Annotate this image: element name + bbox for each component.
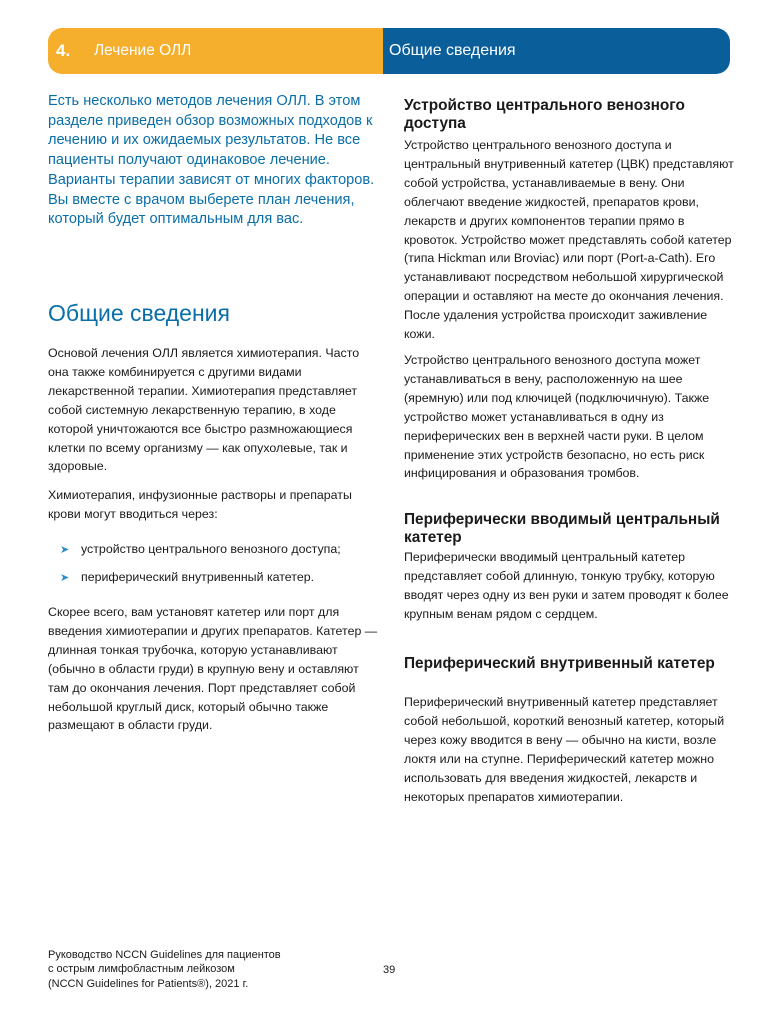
paragraph-catheter-port: Скорее всего, вам установят катетер или порт для введения химиотерапии и других препаратов. Катетер — длинная тонкая трубочка, которую устанавливают (обычно в области груди) в крупную вену и оставляют там до окончания лечения. Порт представляет собой небольшой круглый диск, который обычно также размещают в области груди. [48,605,378,733]
paragraph-delivery: Химиотерапия, инфузионные растворы и препараты крови могут вводиться через: [48,488,352,521]
heading-peripheral-iv: Периферический внутривенный катетер [404,655,715,672]
paragraph-cvad-2: Устройство центрального венозного доступа может устанавливаться в вену, расположенную на шее (яремную) или под ключицей (подключичную). Также устройство может устанавливаться в одну из периферических вен в верхней части руки. В целом применение этих устройств безопасно, но есть риск инфицирования и образования тромбов. [404,353,710,481]
chapter-label [48,28,383,74]
paragraph-picc: Периферически вводимый центральный катетер представляет собой длинную, тонкую трубку, которую вводят через одну из вен руки и затем проводят к более крупным венам рядом с сердцем. [404,550,729,621]
section-heading: Общие сведения [48,300,230,326]
chapter-title: Лечение ОЛЛ [94,42,192,59]
chapter-number: 4. [56,41,71,60]
list-item [60,542,341,556]
bullet-text: устройство центрального венозного доступа; [81,542,341,556]
bullet-text: периферический внутривенный катетер. [81,570,315,584]
footer-citation [48,948,348,991]
chapter-header [48,28,730,74]
left-column [48,92,378,733]
heading-central-venous-access: Устройство центрального венозного доступа [404,97,685,132]
heading-picc: Периферически вводимый центральный катетер [404,511,720,546]
footer-line: Руководство NCCN Guidelines для пациентов [48,949,281,961]
intro-text: Есть несколько методов лечения ОЛЛ. В этом разделе приведен обзор возможных подходов к лечению и их ожидаемых результатов. Не все пациенты получают одинаковое лечение. Варианты терапии зависят от многих факторов. Вы вместе с врачом выберете план лечения, который будет оптимальным для вас. [48,93,375,228]
section-label: Общие сведения [383,28,730,74]
paragraph-peripheral-iv: Периферический внутривенный катетер представляет собой небольшой, короткий венозный катетер, который через кожу вводится в вену — обычно на кисти, возле локтя или на ступне. Периферический катетер можно использовать для введения жидкостей, лекарств и некоторых препаратов химиотерапии. [404,695,725,804]
page-number: 39 [383,964,396,976]
footer-line: с острым лимфобластным лейкозом [48,963,235,976]
paragraph-chemo-basis: Основой лечения ОЛЛ является химиотерапия. Часто она также комбинируется с другими видами лекарственной терапии. Химиотерапия представляет собой системную лекарственную терапию, в ходе которой уничтожаются все быстро размножающиеся клетки по всему организму — как опухолевые, так и здоровые. [48,346,360,474]
chevron-right-icon: ➤ [60,543,70,556]
chevron-right-icon: ➤ [60,571,70,584]
paragraph-cvad-1: Устройство центрального венозного доступа и центральный внутривенный катетер (ЦВК) представляют собой устройства, устанавливаемые в вену. Они облегчают введение жидкостей, препаратов крови, лекарств и других компонентов терапии прямо в кровоток. Устройство может представлять собой катетер (типа Hickman или Broviac) или порт (Port-a-Cath). Его устанавливают посредством небольшой хирургической операции и оставляют на месте до окончания лечения. После удаления устройства происходит заживление кожи. [404,138,734,342]
list-item [60,570,314,584]
footer-line: (NCCN Guidelines for Patients®), 2021 г. [48,977,249,990]
